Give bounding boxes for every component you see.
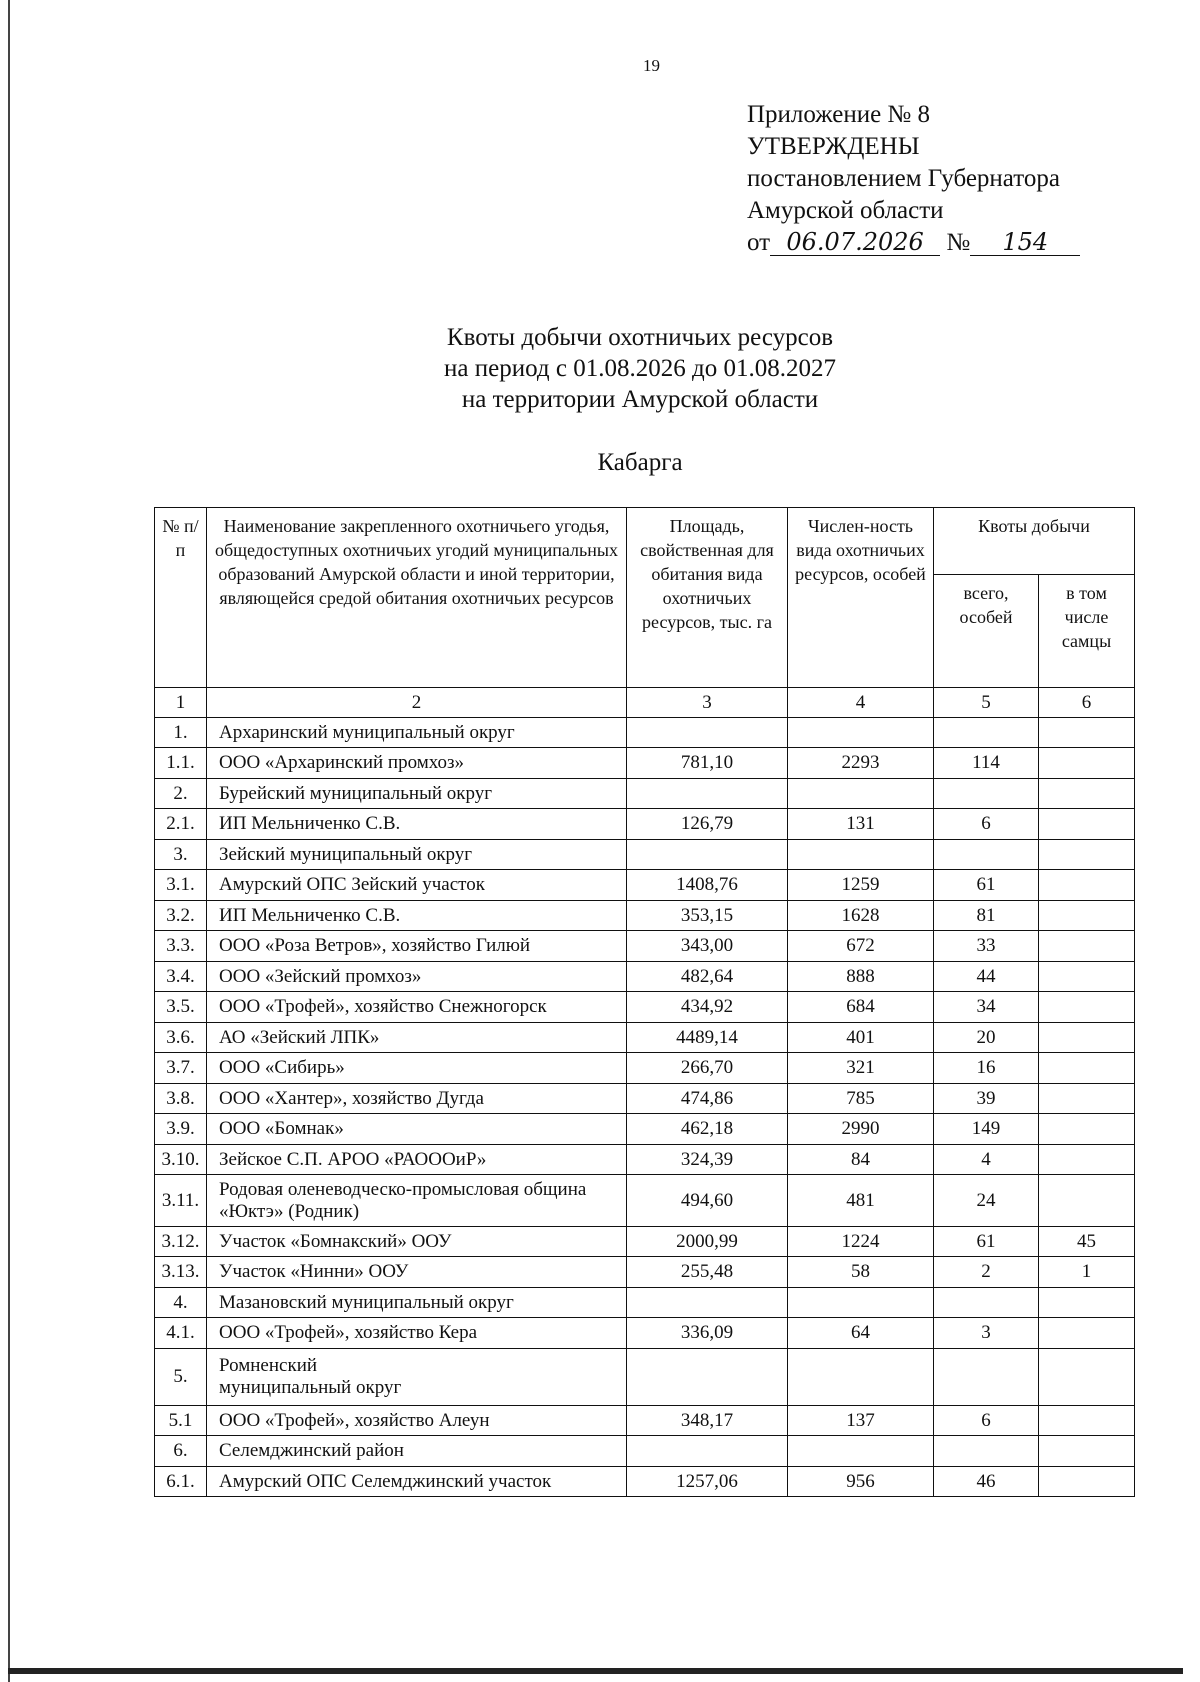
row-area: 482,64: [627, 962, 788, 992]
row-name: ООО «Архаринский промхоз»: [207, 748, 627, 779]
row-area: 353,15: [627, 901, 788, 931]
row-area: 474,86: [627, 1084, 788, 1114]
row-quota-total: 6: [934, 1406, 1039, 1436]
row-population: 888: [788, 962, 934, 992]
table-row: [155, 901, 1135, 931]
row-quota-total: 4: [934, 1145, 1039, 1175]
row-name: ООО «Трофей», хозяйство Снежногорск: [207, 992, 627, 1023]
row-num: 3.13.: [155, 1257, 207, 1288]
row-area: 434,92: [627, 992, 788, 1023]
table-row: [155, 1288, 1135, 1318]
row-quota-males: [1039, 901, 1135, 931]
row-quota-total: 6: [934, 809, 1039, 840]
row-population: 137: [788, 1406, 934, 1436]
column-number: 6: [1039, 688, 1135, 718]
table-row: [155, 1406, 1135, 1436]
row-name: ООО «Сибирь»: [207, 1053, 627, 1084]
row-num: 3.6.: [155, 1023, 207, 1053]
row-num: 6.1.: [155, 1467, 207, 1497]
row-quota-total: [934, 779, 1039, 809]
row-num: 3.: [155, 840, 207, 870]
table-row: [155, 1467, 1135, 1497]
row-quota-males: [1039, 1053, 1135, 1084]
table-row: [155, 779, 1135, 809]
row-name: Участок «Бомнакский» ООУ: [207, 1227, 627, 1257]
row-area: 494,60: [627, 1175, 788, 1227]
row-quota-males: [1039, 870, 1135, 901]
column-number: 4: [788, 688, 934, 718]
row-population: 1259: [788, 870, 934, 901]
row-area: 1408,76: [627, 870, 788, 901]
row-area: [627, 779, 788, 809]
table-row: [155, 962, 1135, 992]
column-number: 2: [207, 688, 627, 718]
row-num: 1.1.: [155, 748, 207, 779]
column-number: 3: [627, 688, 788, 718]
row-name: Участок «Нинни» ООУ: [207, 1257, 627, 1288]
row-quota-total: [934, 1288, 1039, 1318]
table-row: [155, 718, 1135, 748]
table-row: [155, 1318, 1135, 1349]
row-num: 3.3.: [155, 931, 207, 962]
title-line-1: Квоты добычи охотничьих ресурсов: [446, 324, 834, 351]
row-quota-total: [934, 1436, 1039, 1467]
row-quota-males: [1039, 1318, 1135, 1349]
row-population: 2293: [788, 748, 934, 779]
handwritten-date: 06.07.2026: [770, 229, 940, 256]
row-num: 6.: [155, 1436, 207, 1467]
date-prefix: от: [747, 229, 771, 256]
row-quota-males: [1039, 1175, 1135, 1227]
table-row: [155, 1023, 1135, 1053]
table-row: [155, 1175, 1135, 1227]
row-name: ИП Мельниченко С.В.: [207, 809, 627, 840]
row-quota-males: 45: [1039, 1227, 1135, 1257]
row-num: 5.: [155, 1349, 207, 1406]
page-number: 19: [643, 56, 660, 75]
row-name: ООО «Трофей», хозяйство Кера: [207, 1318, 627, 1349]
handwritten-number: 154: [970, 229, 1080, 256]
row-population: [788, 779, 934, 809]
row-population: 58: [788, 1257, 934, 1288]
row-quota-total: 61: [934, 870, 1039, 901]
row-quota-males: [1039, 1436, 1135, 1467]
table-row: [155, 748, 1135, 779]
row-quota-males: [1039, 748, 1135, 779]
row-quota-total: [934, 840, 1039, 870]
row-quota-males: [1039, 718, 1135, 748]
row-quota-males: [1039, 962, 1135, 992]
row-quota-total: 44: [934, 962, 1039, 992]
table-row: [155, 1145, 1135, 1175]
row-area: 324,39: [627, 1145, 788, 1175]
row-area: 255,48: [627, 1257, 788, 1288]
approval-block: [747, 99, 1080, 259]
row-quota-total: 33: [934, 931, 1039, 962]
row-name: ООО «Роза Ветров», хозяйство Гилюй: [207, 931, 627, 962]
row-name: ООО «Зейский промхоз»: [207, 962, 627, 992]
row-area: 781,10: [627, 748, 788, 779]
row-population: [788, 1288, 934, 1318]
date-number-line: [747, 227, 1080, 259]
row-name: ИП Мельниченко С.В.: [207, 901, 627, 931]
row-area: 2000,99: [627, 1227, 788, 1257]
row-quota-males: [1039, 1023, 1135, 1053]
table-row: [155, 809, 1135, 840]
row-quota-total: 34: [934, 992, 1039, 1023]
row-name: Архаринский муниципальный округ: [207, 718, 627, 748]
quota-table: [154, 507, 1135, 1497]
row-quota-total: 81: [934, 901, 1039, 931]
row-area: [627, 1349, 788, 1406]
row-quota-males: [1039, 1145, 1135, 1175]
row-quota-total: 46: [934, 1467, 1039, 1497]
header-quota-males: в том числе самцы: [1039, 575, 1135, 688]
row-num: 1.: [155, 718, 207, 748]
table-row: [155, 870, 1135, 901]
row-area: 1257,06: [627, 1467, 788, 1497]
row-num: 2.: [155, 779, 207, 809]
row-quota-males: [1039, 992, 1135, 1023]
row-quota-males: [1039, 809, 1135, 840]
row-area: [627, 1436, 788, 1467]
row-population: 1224: [788, 1227, 934, 1257]
row-quota-total: 39: [934, 1084, 1039, 1114]
page-left-edge: [8, 0, 10, 1682]
row-num: 3.5.: [155, 992, 207, 1023]
column-number: 1: [155, 688, 207, 718]
row-quota-total: 3: [934, 1318, 1039, 1349]
row-area: 4489,14: [627, 1023, 788, 1053]
row-quota-total: 2: [934, 1257, 1039, 1288]
row-quota-total: 20: [934, 1023, 1039, 1053]
title-line-3: на территории Амурской области: [461, 386, 819, 413]
row-population: 684: [788, 992, 934, 1023]
column-number: 5: [934, 688, 1039, 718]
row-quota-males: [1039, 931, 1135, 962]
row-name: ООО «Хантер», хозяйство Дугда: [207, 1084, 627, 1114]
species-heading: Кабарга: [597, 449, 683, 476]
row-area: 343,00: [627, 931, 788, 962]
row-population: [788, 840, 934, 870]
page-bottom-edge: [8, 1668, 1183, 1674]
row-num: 4.1.: [155, 1318, 207, 1349]
row-num: 3.12.: [155, 1227, 207, 1257]
row-area: 336,09: [627, 1318, 788, 1349]
row-population: 956: [788, 1467, 934, 1497]
row-population: 672: [788, 931, 934, 962]
header-area: Площадь, свойственная для обитания вида охотничьих ресурсов, тыс. га: [627, 508, 788, 688]
row-name: Зейское С.П. АРОО «РАОООиР»: [207, 1145, 627, 1175]
row-population: 131: [788, 809, 934, 840]
row-population: [788, 1349, 934, 1406]
approved-label: УТВЕРЖДЕНЫ: [747, 133, 920, 160]
row-population: 785: [788, 1084, 934, 1114]
row-quota-total: 24: [934, 1175, 1039, 1227]
table-row: [155, 1436, 1135, 1467]
table-row: [155, 1053, 1135, 1084]
row-area: 348,17: [627, 1406, 788, 1436]
row-quota-males: 1: [1039, 1257, 1135, 1288]
row-quota-males: [1039, 1084, 1135, 1114]
row-num: 3.9.: [155, 1114, 207, 1145]
document-title: [300, 322, 980, 415]
table-row: [155, 931, 1135, 962]
row-num: 3.11.: [155, 1175, 207, 1227]
table-row: [155, 1257, 1135, 1288]
row-name: ООО «Трофей», хозяйство Алеун: [207, 1406, 627, 1436]
table-row: [155, 1227, 1135, 1257]
header-quota: Квоты добычи: [934, 508, 1135, 575]
header-population: Числен-ность вида охотничьих ресурсов, особей: [788, 508, 934, 688]
row-num: 3.10.: [155, 1145, 207, 1175]
row-population: 64: [788, 1318, 934, 1349]
header-num: № п/п: [155, 508, 207, 688]
row-population: [788, 718, 934, 748]
row-name: Амурский ОПС Зейский участок: [207, 870, 627, 901]
row-num: 4.: [155, 1288, 207, 1318]
row-area: [627, 840, 788, 870]
row-population: 321: [788, 1053, 934, 1084]
header-name: Наименование закрепленного охотничьего угодья, общедоступных охотничьих угодий муниципальных образований Амурской области и иной территории, являющейся средой обитания охотничьих ресурсов: [207, 508, 627, 688]
row-population: 84: [788, 1145, 934, 1175]
row-num: 3.1.: [155, 870, 207, 901]
row-name: Родовая оленеводческо-промысловая община «Юктэ» (Родник): [207, 1175, 627, 1227]
table-row: [155, 840, 1135, 870]
row-name: Амурский ОПС Селемджинский участок: [207, 1467, 627, 1497]
row-area: [627, 1288, 788, 1318]
row-quota-males: [1039, 840, 1135, 870]
row-name: ООО «Бомнак»: [207, 1114, 627, 1145]
row-quota-total: 149: [934, 1114, 1039, 1145]
row-population: 1628: [788, 901, 934, 931]
table-row: [155, 1084, 1135, 1114]
row-area: [627, 718, 788, 748]
row-num: 5.1: [155, 1406, 207, 1436]
row-name: АО «Зейский ЛПК»: [207, 1023, 627, 1053]
row-name: Мазановский муниципальный округ: [207, 1288, 627, 1318]
row-quota-total: 16: [934, 1053, 1039, 1084]
row-quota-total: [934, 718, 1039, 748]
appendix-label: Приложение № 8: [747, 101, 931, 128]
table-row: [155, 992, 1135, 1023]
row-num: 3.4.: [155, 962, 207, 992]
row-area: 462,18: [627, 1114, 788, 1145]
number-prefix: №: [946, 229, 971, 256]
row-population: [788, 1436, 934, 1467]
row-name: Селемджинский район: [207, 1436, 627, 1467]
row-quota-males: [1039, 1114, 1135, 1145]
region-label: Амурской области: [747, 197, 944, 224]
row-num: 3.7.: [155, 1053, 207, 1084]
decree-label: постановлением Губернатора: [747, 165, 1060, 192]
table-row: [155, 1349, 1135, 1406]
row-name: Бурейский муниципальный округ: [207, 779, 627, 809]
row-population: 401: [788, 1023, 934, 1053]
row-num: 3.2.: [155, 901, 207, 931]
row-quota-total: 114: [934, 748, 1039, 779]
row-quota-males: [1039, 1349, 1135, 1406]
row-area: 266,70: [627, 1053, 788, 1084]
row-quota-total: 61: [934, 1227, 1039, 1257]
row-name: Зейский муниципальный округ: [207, 840, 627, 870]
row-area: 126,79: [627, 809, 788, 840]
row-num: 3.8.: [155, 1084, 207, 1114]
row-quota-males: [1039, 1406, 1135, 1436]
row-num: 2.1.: [155, 809, 207, 840]
header-quota-total: всего, особей: [934, 575, 1039, 688]
row-name: Ромненский муниципальный округ: [207, 1349, 627, 1406]
row-quota-males: [1039, 1288, 1135, 1318]
row-quota-males: [1039, 1467, 1135, 1497]
row-population: 2990: [788, 1114, 934, 1145]
row-quota-total: [934, 1349, 1039, 1406]
table-row: [155, 1114, 1135, 1145]
row-population: 481: [788, 1175, 934, 1227]
title-line-2: на период с 01.08.2026 до 01.08.2027: [444, 355, 836, 382]
row-quota-males: [1039, 779, 1135, 809]
